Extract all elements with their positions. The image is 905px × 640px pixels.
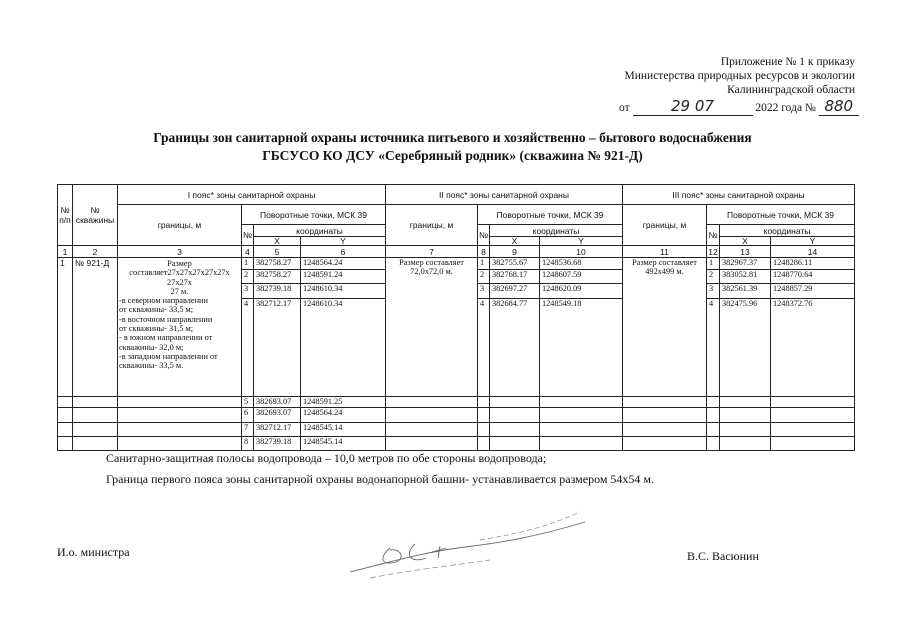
empty-cell: [73, 408, 118, 423]
title-line-2: ГБСУСО КО ДСУ «Серебряный родник» (скважина № 921-Д): [262, 148, 643, 163]
header-turn-points: Поворотные точки, МСК 39: [242, 205, 386, 225]
signatory-name: В.С. Васюнин: [687, 549, 759, 563]
belt3-point-x: 382967.37: [720, 258, 771, 270]
belt3-point-no: 1: [707, 258, 720, 270]
empty-cell: [540, 408, 623, 423]
empty-cell: [386, 397, 478, 408]
belt2-point-x: 382755.67: [490, 258, 540, 270]
empty-cell: [386, 423, 478, 437]
handwritten-number: 880: [824, 97, 854, 115]
empty-cell: [720, 408, 771, 423]
empty-cell: [58, 423, 73, 437]
empty-cell: [386, 408, 478, 423]
belt3-point-y: 1248286.11: [771, 258, 855, 270]
empty-cell: [118, 437, 242, 451]
belt1-point-x: 382712.17: [254, 423, 301, 437]
empty-cell: [490, 423, 540, 437]
empty-cell: [58, 408, 73, 423]
column-number: 12: [707, 246, 720, 258]
document-title: [0, 129, 905, 165]
belt1-point-no: 7: [242, 423, 254, 437]
date-prefix: от: [619, 102, 630, 114]
empty-cell: [478, 423, 490, 437]
column-number: 4: [242, 246, 254, 258]
belt2-description-line: Размер составляет: [399, 258, 464, 267]
empty-cell: [720, 397, 771, 408]
column-number: 9: [490, 246, 540, 258]
empty-cell: [118, 408, 242, 423]
empty-cell: [707, 397, 720, 408]
empty-cell: [73, 423, 118, 437]
column-number: 14: [771, 246, 855, 258]
row-number: 1: [58, 258, 73, 397]
header-point-no: №: [707, 225, 720, 246]
column-number: 11: [623, 246, 707, 258]
belt1-description-line: Размер: [167, 259, 192, 268]
belt1-description-line: -в западном направлении от: [119, 351, 218, 361]
belt2-point-x: 382684.77: [490, 299, 540, 397]
column-number: 8: [478, 246, 490, 258]
belt2-point-y: 1248620.09: [540, 284, 623, 299]
empty-cell: [478, 437, 490, 451]
belt1-description-line: - в южном направлении от: [119, 333, 213, 343]
empty-cell: [707, 437, 720, 451]
belt1-point-no: 3: [242, 284, 254, 299]
empty-cell: [73, 397, 118, 408]
empty-cell: [58, 397, 73, 408]
header-boundaries: границы, м: [118, 205, 242, 246]
header-belt2: II пояс* зоны санитарной охраны: [386, 185, 623, 205]
note-water-tower: Граница первого пояса зоны санитарной охраны водонапорной башни- устанавливается размером 54х54 м.: [106, 472, 655, 486]
empty-cell: [720, 423, 771, 437]
belt1-description-line: 27 м.: [170, 286, 189, 296]
belt3-point-y: 1248770.64: [771, 270, 855, 284]
header-x: X: [254, 237, 301, 246]
belt1-point-y: 1248545.14: [301, 423, 386, 437]
belt2-point-no: 2: [478, 270, 490, 284]
belt1-point-no: 2: [242, 270, 254, 284]
handwritten-date: 29 07: [671, 97, 714, 115]
column-number: 6: [301, 246, 386, 258]
belt3-description-line: Размер составляет: [632, 258, 697, 267]
handwritten-signature: [330, 500, 600, 585]
column-number: 7: [386, 246, 478, 258]
belt1-description-line: скважины- 32,0 м;: [119, 342, 184, 352]
appendix-line-3: Калининградской области: [727, 84, 855, 96]
belt2-point-y: 1248536.68: [540, 258, 623, 270]
empty-cell: [386, 437, 478, 451]
belt1-point-x: 382758.27: [254, 270, 301, 284]
belt1-point-x: 382693.07: [254, 408, 301, 423]
empty-cell: [707, 423, 720, 437]
header-y: Y: [301, 237, 386, 246]
appendix-line-1: Приложение № 1 к приказу: [720, 56, 855, 68]
belt2-point-x: 382768.17: [490, 270, 540, 284]
belt3-point-y: 1248372.76: [771, 299, 855, 397]
belt1-point-x: 382739.18: [254, 284, 301, 299]
belt1-point-x: 382693.07: [254, 397, 301, 408]
belt1-point-y: 1248564.24: [301, 258, 386, 270]
row-well: № 921-Д: [73, 258, 118, 397]
belt3-point-no: 2: [707, 270, 720, 284]
empty-cell: [490, 408, 540, 423]
belt2-description-line: 72,0х72,0 м.: [410, 267, 453, 277]
column-number: 3: [118, 246, 242, 258]
empty-cell: [73, 437, 118, 451]
header-well: № скважины: [73, 185, 118, 246]
belt3-point-no: 3: [707, 284, 720, 299]
belt3-point-y: 1248857.29: [771, 284, 855, 299]
belt3-point-x: 382475.96: [720, 299, 771, 397]
header-point-no: №: [478, 225, 490, 246]
empty-cell: [623, 408, 707, 423]
empty-cell: [118, 423, 242, 437]
empty-cell: [540, 437, 623, 451]
belt1-point-y: 1248564.24: [301, 408, 386, 423]
belt1-point-no: 6: [242, 408, 254, 423]
header-belt3: III пояс* зоны санитарной охраны: [623, 185, 855, 205]
empty-cell: [623, 397, 707, 408]
empty-cell: [540, 397, 623, 408]
empty-cell: [490, 397, 540, 408]
empty-cell: [478, 408, 490, 423]
empty-cell: [720, 437, 771, 451]
belt1-point-no: 1: [242, 258, 254, 270]
belt1-point-x: 382758.27: [254, 258, 301, 270]
belt1-description: [118, 258, 242, 397]
empty-cell: [771, 437, 855, 451]
order-date-line: [619, 97, 859, 116]
header-boundaries: границы, м: [623, 205, 707, 246]
belt1-point-y: 1248610.34: [301, 299, 386, 397]
empty-cell: [707, 408, 720, 423]
belt1-description-line: -в северном направлении: [119, 296, 208, 306]
belt3-description: [623, 258, 707, 397]
belt3-point-no: 4: [707, 299, 720, 397]
column-number: 13: [720, 246, 771, 258]
appendix-block: [625, 55, 855, 97]
belt3-point-x: 382561.39: [720, 284, 771, 299]
note-water-pipe: Санитарно-защитная полосы водопровода – 10,0 метров по обе стороны водопровода;: [106, 451, 547, 465]
header-point-no: №: [242, 225, 254, 246]
header-coords: координаты: [254, 225, 386, 237]
empty-cell: [771, 397, 855, 408]
header-coords: координаты: [720, 225, 855, 237]
empty-cell: [623, 423, 707, 437]
belt1-description-line: от скважины- 31,5 м;: [119, 324, 194, 334]
belt1-point-no: 4: [242, 299, 254, 397]
header-x: X: [720, 237, 771, 246]
appendix-line-2: Министерства природных ресурсов и экологии: [624, 70, 855, 82]
belt3-description-line: 492х499 м.: [645, 267, 684, 277]
belt1-point-no: 5: [242, 397, 254, 408]
column-number: 10: [540, 246, 623, 258]
belt1-point-no: 8: [242, 437, 254, 451]
empty-cell: [540, 423, 623, 437]
column-number: 5: [254, 246, 301, 258]
header-coords: координаты: [490, 225, 623, 237]
belt1-point-y: 1248610.34: [301, 284, 386, 299]
header-y: Y: [771, 237, 855, 246]
belt1-point-x: 382712.17: [254, 299, 301, 397]
belt1-description-line: скважины- 33,5 м.: [119, 361, 184, 371]
belt2-point-y: 1248607.59: [540, 270, 623, 284]
empty-cell: [623, 437, 707, 451]
belt1-point-y: 1248591.25: [301, 397, 386, 408]
belt1-point-y: 1248545.14: [301, 437, 386, 451]
empty-cell: [118, 397, 242, 408]
belt2-point-no: 3: [478, 284, 490, 299]
header-turn-points: Поворотные точки, МСК 39: [707, 205, 855, 225]
title-line-1: Границы зон санитарной охраны источника питьевого и хозяйственно – бытового водоснабжения: [153, 130, 752, 145]
header-x: X: [490, 237, 540, 246]
belt2-point-no: 1: [478, 258, 490, 270]
header-turn-points: Поворотные точки, МСК 39: [478, 205, 623, 225]
belt2-point-x: 382697.27: [490, 284, 540, 299]
belt1-description-line: составляет27х27х27х27х27х: [129, 268, 230, 278]
belt1-description-line: 27х27х: [167, 277, 192, 287]
belt1-description-line: от скважины- 33,5 м;: [119, 305, 194, 315]
belt1-point-y: 1248591.24: [301, 270, 386, 284]
signatory-position: И.о. министра: [57, 545, 130, 559]
belt2-point-no: 4: [478, 299, 490, 397]
empty-cell: [771, 423, 855, 437]
empty-cell: [58, 437, 73, 451]
empty-cell: [478, 397, 490, 408]
column-number: 2: [73, 246, 118, 258]
belt1-description-line: -в восточном направлении: [119, 314, 213, 324]
column-number: 1: [58, 246, 73, 258]
belt3-point-x: 383052.81: [720, 270, 771, 284]
empty-cell: [490, 437, 540, 451]
empty-cell: [771, 408, 855, 423]
belt1-point-x: 382739.18: [254, 437, 301, 451]
coordinates-table: [57, 184, 855, 451]
belt2-description: [386, 258, 478, 397]
header-boundaries: границы, м: [386, 205, 478, 246]
belt2-point-y: 1248549.18: [540, 299, 623, 397]
header-y: Y: [540, 237, 623, 246]
header-no: № п/п: [58, 185, 73, 246]
header-belt1: I пояс* зоны санитарной охраны: [118, 185, 386, 205]
date-suffix: 2022 года №: [755, 102, 816, 114]
